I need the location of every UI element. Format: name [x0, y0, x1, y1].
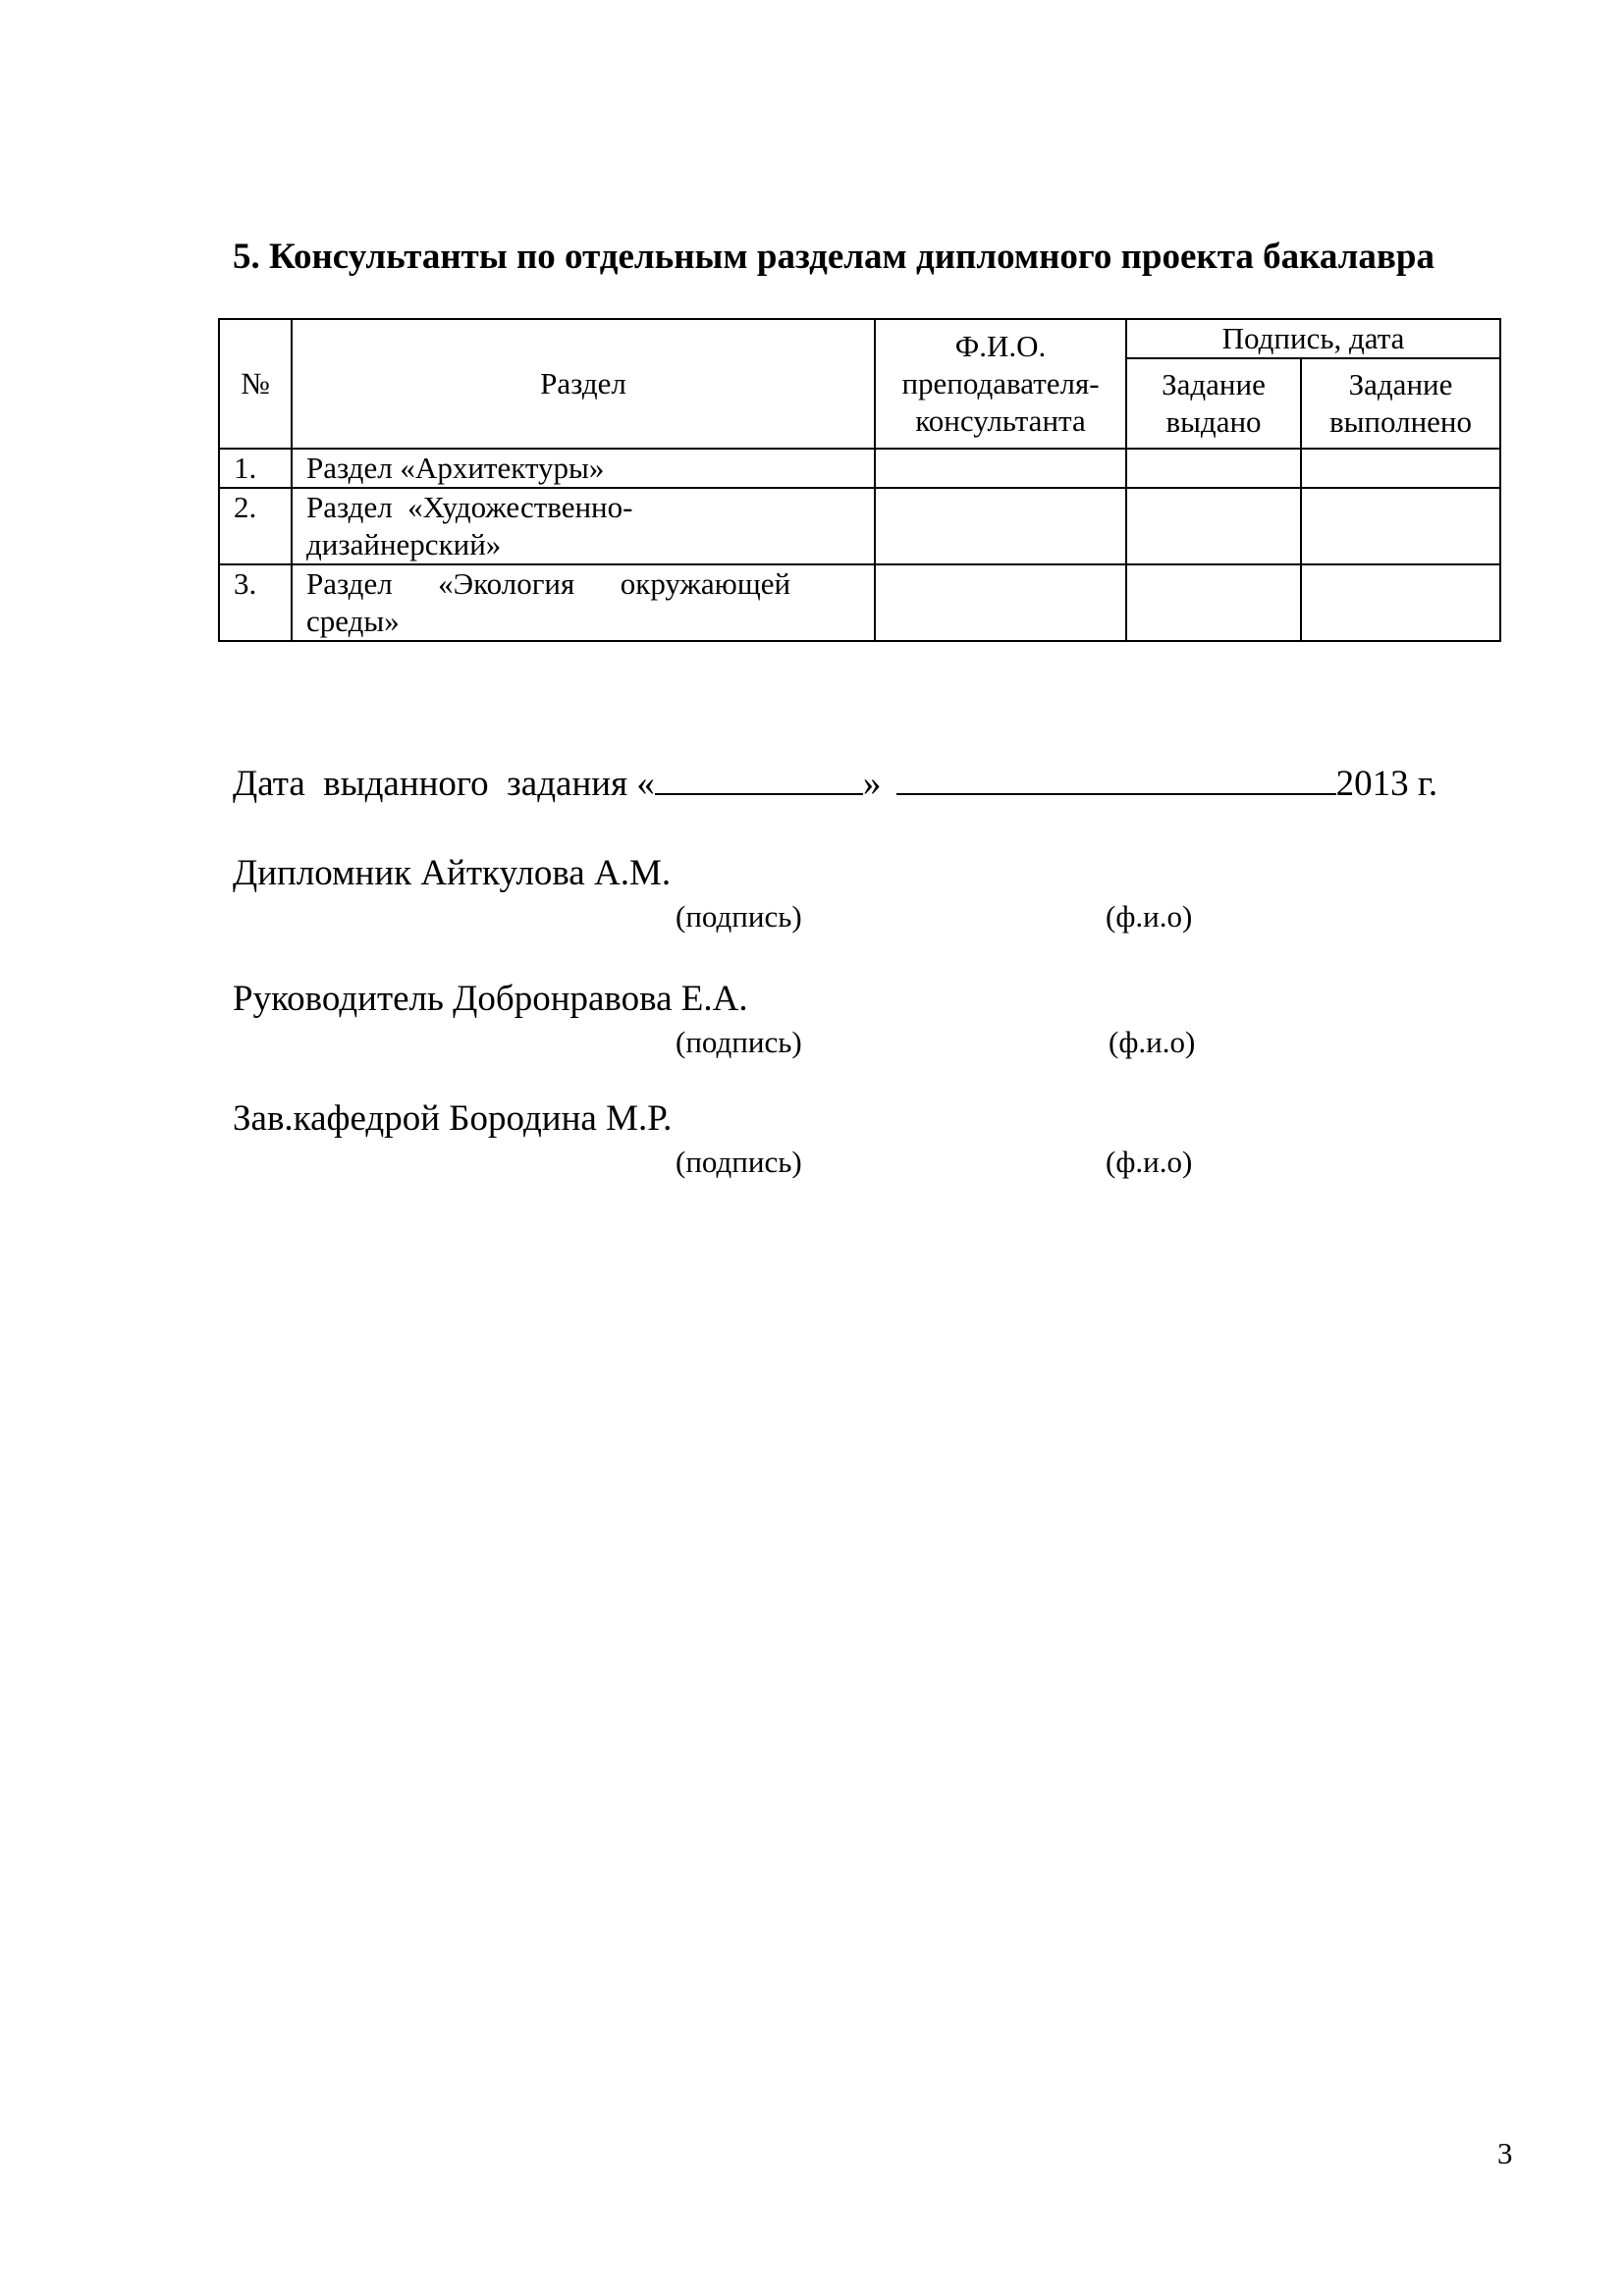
header-fio-line2: преподавателя- — [901, 366, 1100, 400]
open-quote: « — [636, 764, 655, 804]
row-completed-cell[interactable] — [1301, 488, 1500, 564]
head-of-department-name: Зав.кафедрой Бородина М.Р. — [233, 1098, 673, 1139]
consultants-table — [218, 318, 1501, 642]
header-fio-line3: консультанта — [915, 403, 1086, 438]
row-fio-cell[interactable] — [875, 488, 1126, 564]
table-row — [219, 488, 1500, 564]
supervisor-name: Руководитель Добронравова Е.А. — [233, 979, 748, 1019]
row-num: 3. — [219, 564, 292, 641]
student-signature-caption: (подпись) — [676, 899, 802, 934]
supervisor-fio-caption: (ф.и.о) — [1109, 1025, 1196, 1059]
month-blank[interactable] — [896, 762, 1336, 795]
head-signature-caption: (подпись) — [676, 1145, 802, 1179]
table-header-row — [219, 319, 1500, 358]
row-completed-cell[interactable] — [1301, 449, 1500, 488]
day-blank[interactable] — [655, 762, 863, 795]
issue-date-line — [233, 762, 1437, 805]
header-completed — [1301, 358, 1500, 449]
row-section-line1: Раздел «Художественно- — [306, 490, 633, 524]
header-issued-line2: выдано — [1165, 404, 1262, 439]
header-issued — [1126, 358, 1301, 449]
supervisor-signature-caption: (подпись) — [676, 1025, 802, 1059]
header-fio — [875, 319, 1126, 449]
header-completed-line1: Задание — [1348, 367, 1453, 401]
row-section — [292, 488, 875, 564]
header-issued-line1: Задание — [1162, 367, 1266, 401]
close-quote: » — [862, 764, 882, 804]
row-fio-cell[interactable] — [875, 564, 1126, 641]
row-issued-cell[interactable] — [1126, 564, 1301, 641]
row-section-line1: Раздел «Экология окружающей — [306, 566, 791, 601]
page-number: 3 — [1497, 2136, 1513, 2170]
row-fio-cell[interactable] — [875, 449, 1126, 488]
issue-date-label: Дата выданного задания — [233, 764, 628, 804]
header-signature-date: Подпись, дата — [1126, 319, 1500, 358]
row-issued-cell[interactable] — [1126, 449, 1301, 488]
row-section — [292, 564, 875, 641]
header-section: Раздел — [292, 319, 875, 449]
head-fio-caption: (ф.и.о) — [1106, 1145, 1193, 1179]
header-completed-line2: выполнено — [1328, 404, 1473, 439]
header-fio-line1: Ф.И.О. — [954, 329, 1047, 363]
header-num: № — [219, 319, 292, 449]
row-section-line2: дизайнерский» — [306, 527, 502, 561]
row-section-line2: среды» — [306, 604, 400, 638]
student-fio-caption: (ф.и.о) — [1106, 899, 1193, 934]
row-issued-cell[interactable] — [1126, 488, 1301, 564]
row-num: 2. — [219, 488, 292, 564]
section-heading: 5. Консультанты по отдельным разделам дипломного проекта бакалавра — [233, 237, 1435, 277]
year-label: 2013 г. — [1335, 764, 1438, 804]
table-row — [219, 564, 1500, 641]
row-section-line1: Раздел «Архитектуры» — [306, 451, 605, 485]
row-section — [292, 449, 875, 488]
student-name: Дипломник Айткулова А.М. — [233, 853, 672, 893]
row-num: 1. — [219, 449, 292, 488]
table-row — [219, 449, 1500, 488]
row-completed-cell[interactable] — [1301, 564, 1500, 641]
